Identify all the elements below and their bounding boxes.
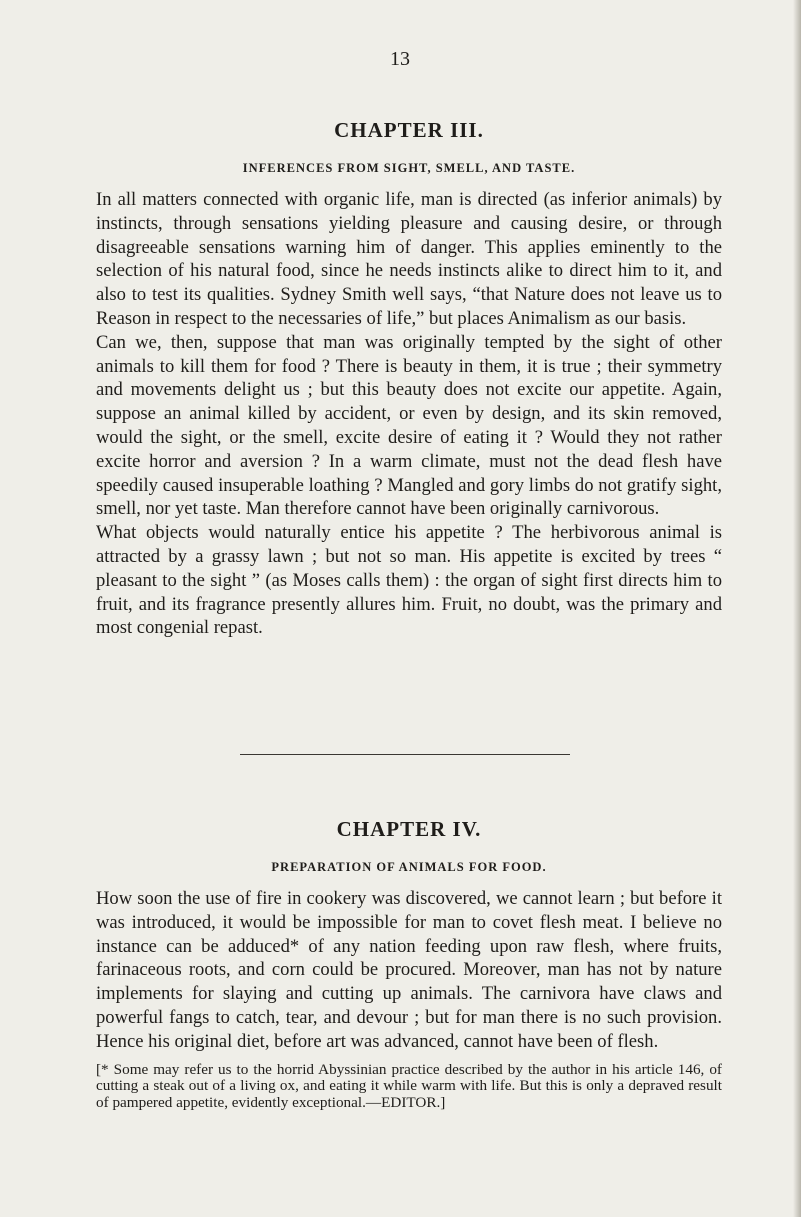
chapter-4-subtitle: PREPARATION OF ANIMALS FOR FOOD. <box>271 860 547 874</box>
chapter-4-paragraph-1: How soon the use of fire in cookery was discovered, we cannot learn ; but before it was introduced, it would be impossible for man to covet flesh meat. I believe no instance can be adduced* of any nation feeding upon raw flesh, where fruits, farinaceous roots, and corn could be procured. Moreover, man has not by nature implements for slaying and cutting up animals. The carnivora have claws and powerful fangs to catch, tear, and devour ; but for man there is no such provision. Hence his original diet, before art was advanced, cannot have been of flesh. <box>96 888 722 1052</box>
chapter-3-block <box>96 118 722 640</box>
chapter-3-paragraph-1: In all matters connected with organic life, man is directed (as inferior animals) by instincts, through sensations yielding pleasure and causing desire, or through disagreeable sensations warning him of danger. This applies eminently to the selection of his natural food, since he needs instincts alike to direct him to it, and also to test its qualities. Sydney Smith well says, “that Nature does not leave us to Reason in respect to the necessaries of life,” but places Animalism as our basis. <box>96 189 722 329</box>
chapter-3-subtitle: INFERENCES FROM SIGHT, SMELL, AND TASTE. <box>242 161 576 175</box>
chapter-3-paragraph-2: Can we, then, suppose that man was originally tempted by the sight of other animals to kill them for food ? There is beauty in them, it is true ; their symmetry and movements delight us ; but this beauty does not excite our appetite. Again, suppose an animal killed by accident, or even by design, and its skin removed, would the sight, or the smell, excite desire of eating it ? Would they not rather excite horror and aversion ? In a warm climate, must not the dead flesh have speedily caused insuperable loathing ? Mangled and gory limbs do not gratify sight, smell, nor yet taste. Man therefore cannot have been originally carnivorous. <box>96 331 722 520</box>
page-edge-shadow <box>793 0 801 1217</box>
page-number: 13 <box>390 48 410 70</box>
chapter-3-title: CHAPTER III. <box>334 118 484 142</box>
chapter-divider <box>240 754 570 755</box>
chapter-4-title: CHAPTER IV. <box>336 817 482 841</box>
chapter-4-block <box>96 817 722 1112</box>
chapter-3-paragraph-3: What objects would naturally entice his appetite ? The herbivorous animal is attracted by a grassy lawn ; but not so man. His appetite is excited by trees “ pleasant to the sight ” (as Moses calls them) : the organ of sight first directs him to fruit, and its fragrance presently allures him. Fruit, no doubt, was the primary and most congenial repast. <box>96 522 722 639</box>
editor-footnote: [* Some may refer us to the horrid Abyssinian practice described by the author in his article 146, of cutting a steak out of a living ox, and eating it while warm with life. But this is only a depraved result of pampered appetite, evidently exceptional.—EDITOR.] <box>96 1060 722 1112</box>
